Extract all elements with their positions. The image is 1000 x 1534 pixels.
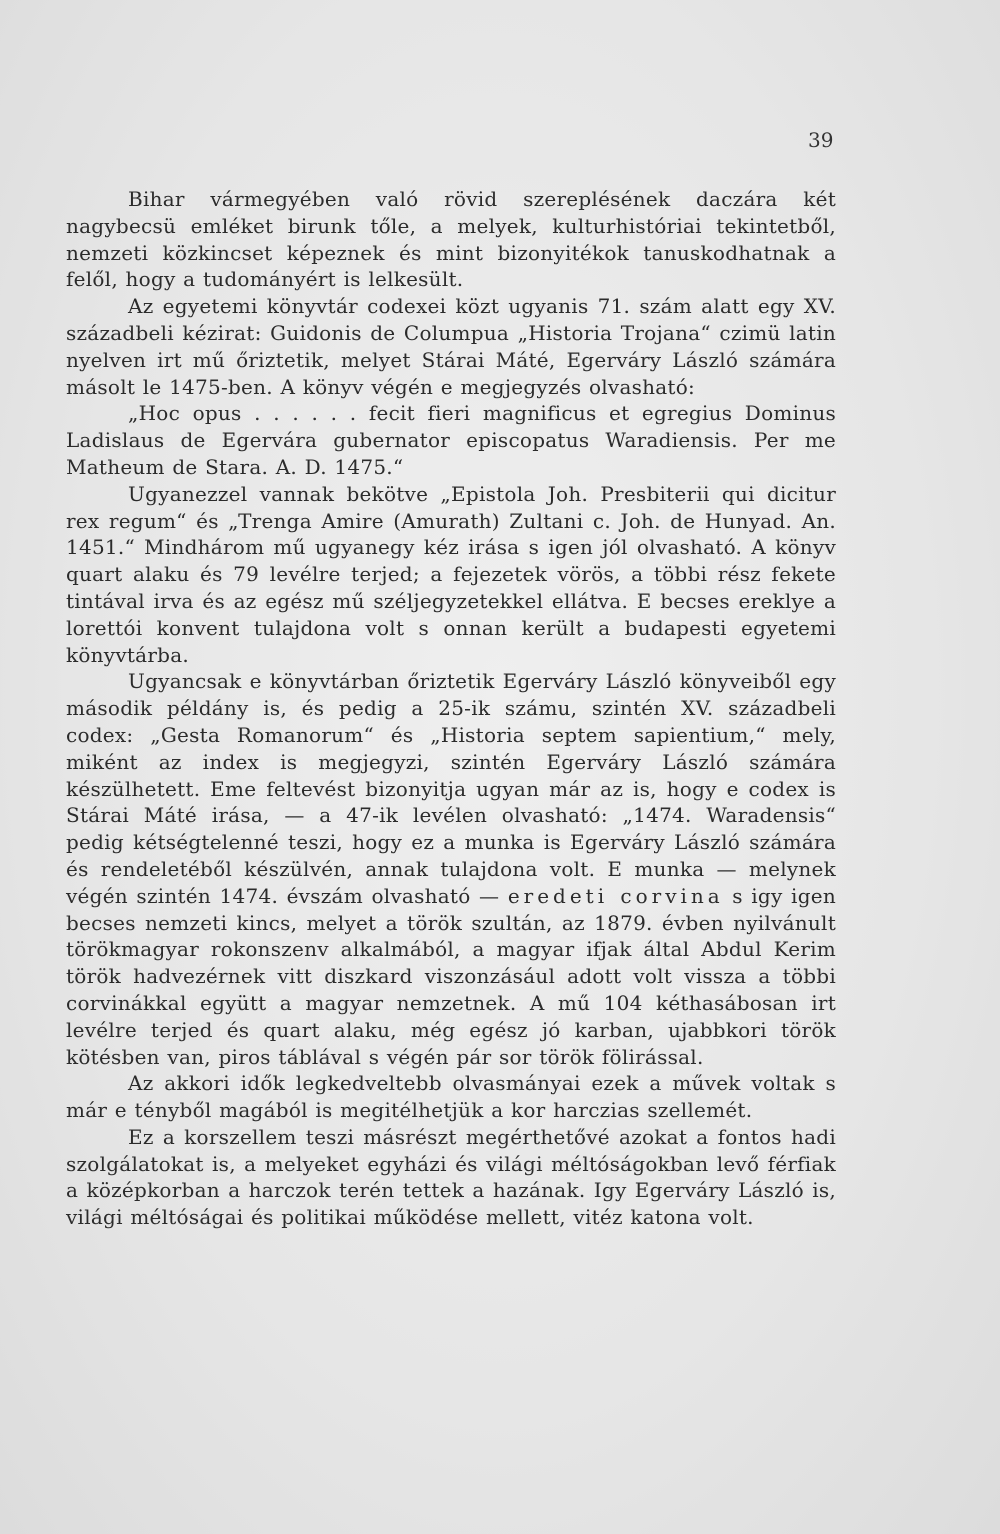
paragraph-5 [66, 668, 836, 1070]
emphasis-eredeti-corvina: eredeti corvina [507, 883, 724, 908]
paragraph-6: Az akkori idők legkedveltebb olvasmányai ezek a művek voltak s már e tényből magából is megitélhetjük a kor harczias szellemét. [66, 1071, 836, 1123]
paragraph-7: Ez a korszellem teszi másrészt megérthetővé azokat a fontos hadi szolgálatokat is, a melyeket egyházi és világi méltóságokban levő férfiak a középkorban a harczok terén tettek a hazának. Igy Egerváry László is, világi méltóságai és politikai működése mellett, vitéz katona volt. [66, 1124, 836, 1230]
page-number: 39 [808, 128, 834, 152]
body-text [66, 186, 836, 1231]
paragraph-3-quote: „Hoc opus . . . . . . fecit fieri magnificus et egregius Dominus Ladislaus de Egervára gubernator episcopatus Waradiensis. Per me Matheum de Stara. A. D. 1475.“ [66, 401, 836, 479]
paragraph-5-part-2: s igy igen becses nemzeti kincs, melyet a török szultán, az 1879. évben nyilvánult törökmagyar rokonszenv alkalmából, a magyar ifjak által Abdul Kerim török hadvezérnek vitt diszkard viszonzásául adott volt vissza a többi corvinákkal együtt a magyar nemzetnek. A mű 104 kéthasábosan irt levélre terjed és quart alaku, még egész jó karban, ujabbkori török kötésben van, piros táblával s végén pár sor török fölirással. [66, 883, 836, 1069]
paragraph-1: Bihar vármegyében való rövid szereplésének daczára két nagybecsü emléket birunk tőle, a melyek, kulturhistóriai tekintetből, nemzeti közkincset képeznek és mint bizonyitékok tanuskodhatnak a felől, hogy a tudományért is lelkesült. [66, 187, 836, 292]
paragraph-2: Az egyetemi könyvtár codexei közt ugyanis 71. szám alatt egy XV. századbeli kézirat: Guidonis de Columpua „Historia Trojana“ czimü latin nyelven irt mű őriztetik, melyet Stárai Máté, Egerváry László számára másolt le 1475-ben. A könyv végén e megjegyzés olvasható: [66, 294, 836, 399]
paragraph-5-part-1: Ugyancsak e könyvtárban őriztetik Egerváry László könyveiből egy második példány is, és pedig a 25-ik számu, szintén XV. századbeli codex: „Gesta Romanorum“ és „Historia septem sapientium,“ mely, miként az index is megjegyzi, szintén Egerváry László számára készülhetett. Eme feltevést bizonyitja ugyan már az is, hogy e codex is Stárai Máté irása, — a 47-ik levélen olvasható: „1474. Waradensis“ pedig kétségtelenné teszi, hogy ez a munka is Egerváry László számára és rendeletéből készülvén, annak tulajdona volt. E munka — melynek végén szintén 1474. évszám olvasható — [66, 669, 836, 908]
paragraph-4: Ugyanezzel vannak bekötve „Epistola Joh. Presbiterii qui dicitur rex regum“ és „Trenga Amire (Amurath) Zultani c. Joh. de Hunyad. An. 1451.“ Mindhárom mű ugyanegy kéz irása s igen jól olvasható. A könyv quart alaku és 79 levélre terjed; a fejezetek vörös, a többi rész fekete tintával irva és az egész mű széljegyzetekkel ellátva. E becses ereklye a lorettói konvent tulajdona volt s onnan került a budapesti egyetemi könyvtárba. [66, 481, 836, 667]
